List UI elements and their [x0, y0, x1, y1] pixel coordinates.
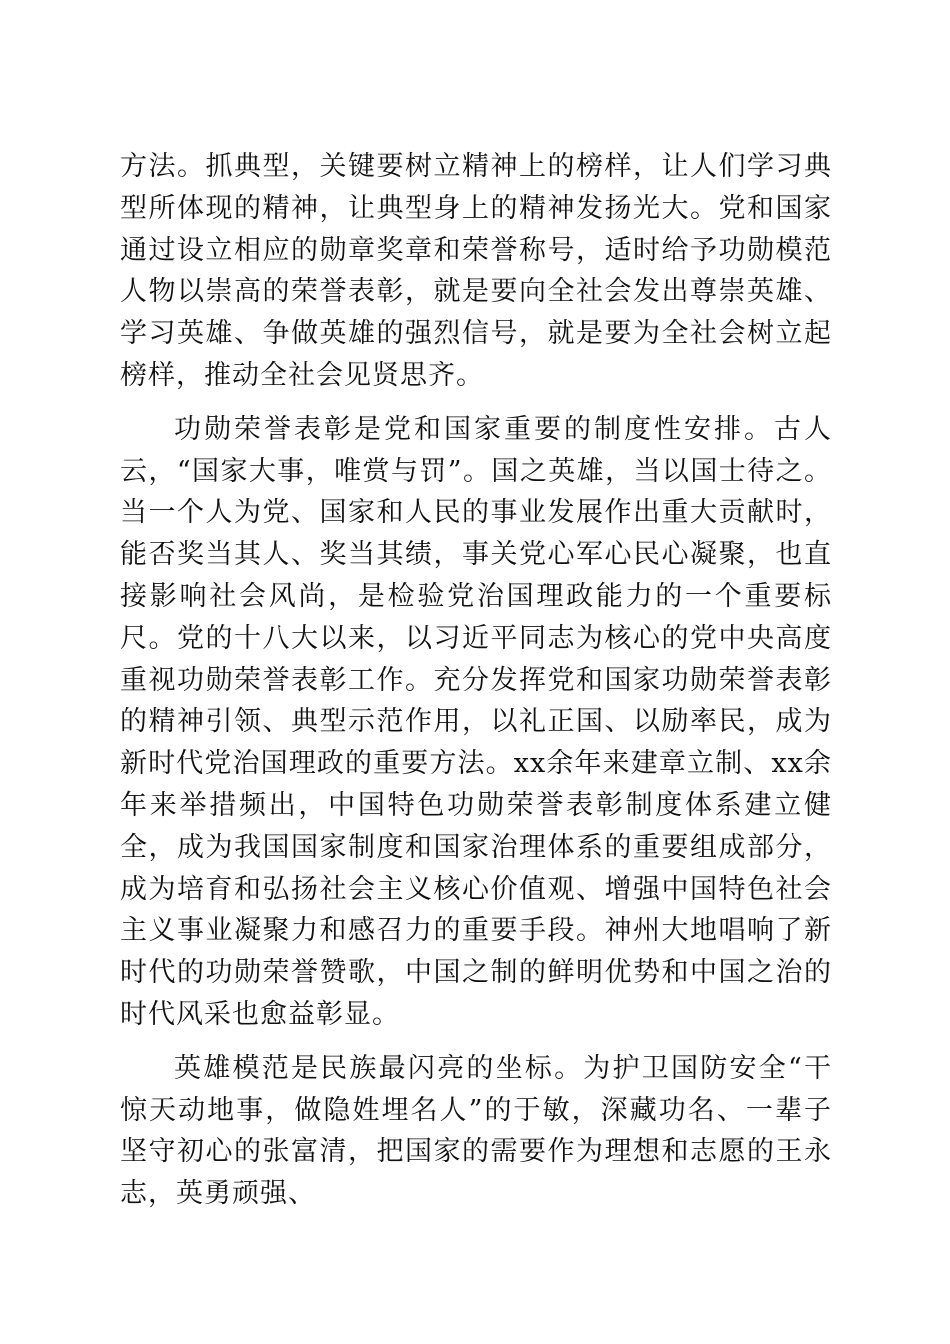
paragraph-honor-system: 功勋荣誉表彰是党和国家重要的制度性安排。古人云，“国家大事，唯赏与罚”。国之英雄，当以国士待之。当一个人为党、国家和人民的事业发展作出重大贡献时，能否奖当其人、奖当其绩，事关党心军心民心凝聚，也直接影响社会风尚，是检验党治国理政能力的一个重要标尺。党的十八大以来，以习近平同志为核心的党中央高度重视功勋荣誉表彰工作。充分发挥党和国家功勋荣誉表彰的精神引领、典型示范作用，以礼正国、以励率民，成为新时代党治国理政的重要方法。xx余年来建章立制、xx余年来举措频出，中国特色功勋荣誉表彰制度体系建立健全，成为我国国家制度和国家治理体系的重要组成部分，成为培育和弘扬社会主义核心价值观、增强中国特色社会主义事业凝聚力和感召力的重要手段。神州大地唱响了新时代的功勋荣誉赞歌，中国之制的鲜明优势和中国之治的时代风采也愈益彰显。	[120, 413, 832, 1030]
document-body	[120, 146, 832, 1227]
paragraph-continuation: 方法。抓典型，关键要树立精神上的榜样，让人们学习典型所体现的精神，让典型身上的精神发扬光大。党和国家通过设立相应的勋章奖章和荣誉称号，适时给予功勋模范人物以崇高的荣誉表彰，就是要向全社会发出尊崇英雄、学习英雄、争做英雄的强烈信号，就是要为全社会树立起榜样，推动全社会见贤思齐。	[120, 151, 832, 391]
paragraph-heroes: 英雄模范是民族最闪亮的坐标。为护卫国防安全“干惊天动地事，做隐姓埋名人”的于敏，深藏功名、一辈子坚守初心的张富清，把国家的需要作为理想和志愿的王永志，英勇顽强、	[120, 1052, 832, 1210]
